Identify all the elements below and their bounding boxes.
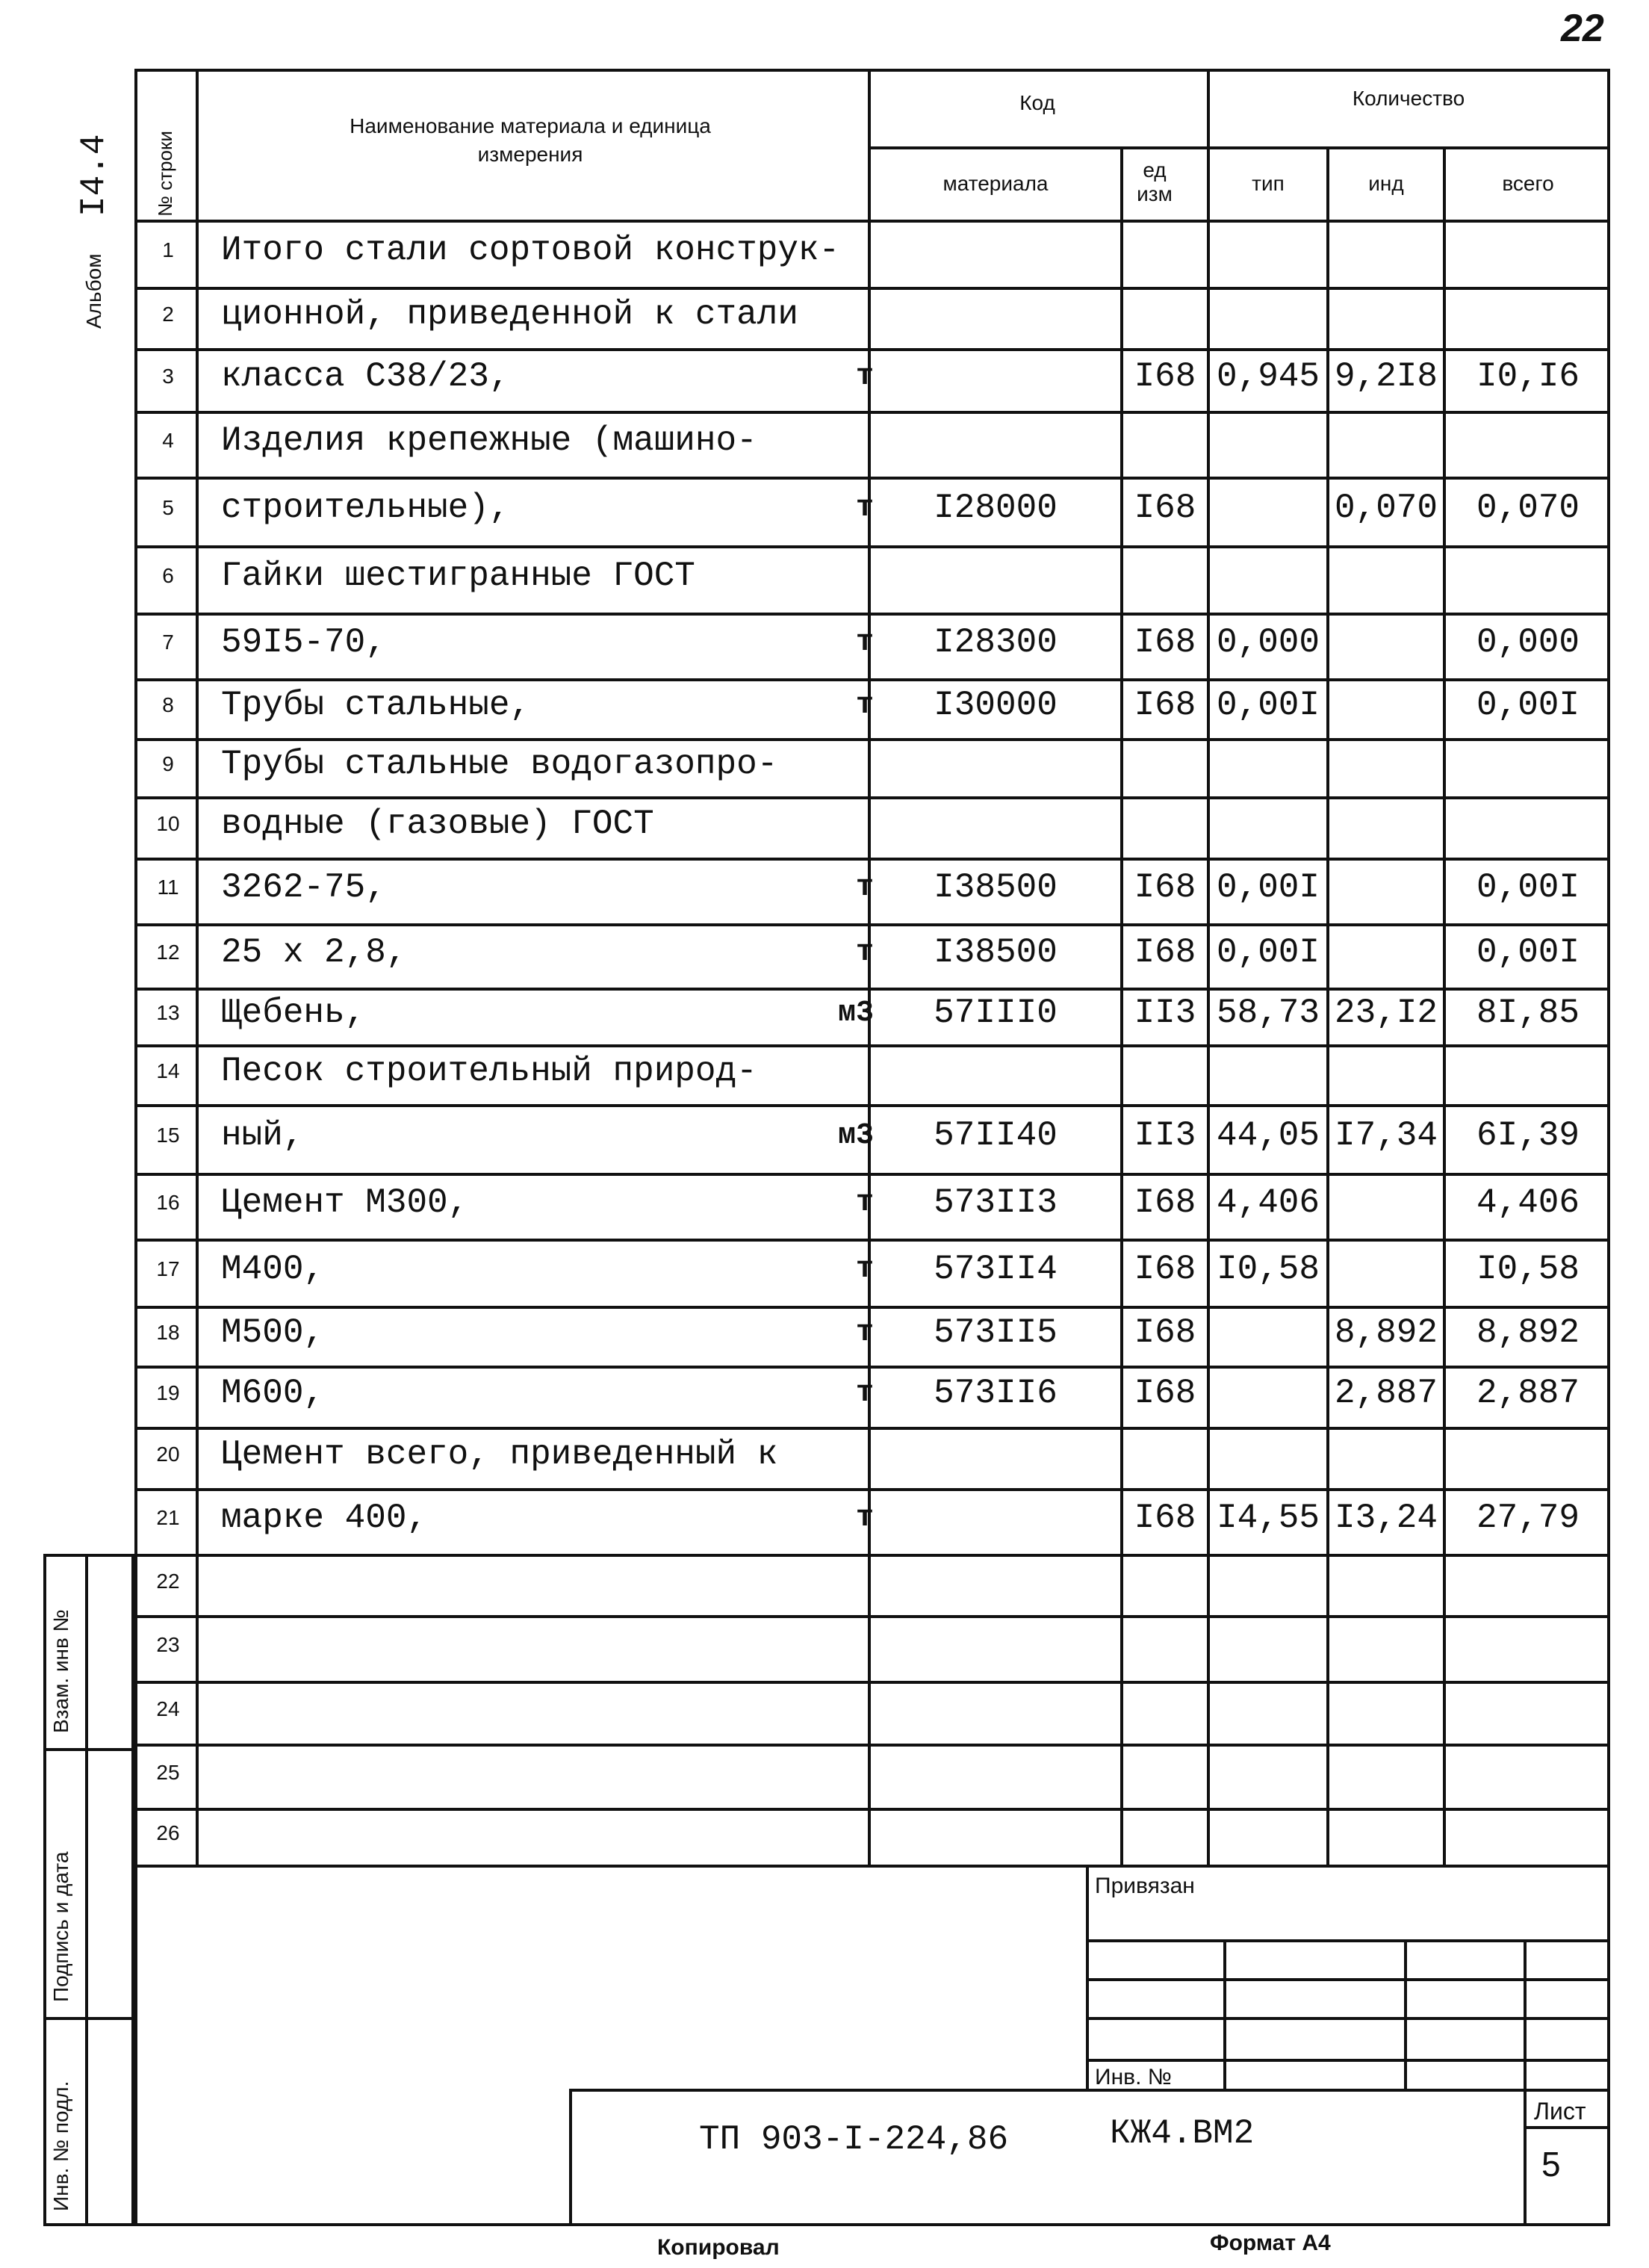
row-name: строительные), <box>221 489 510 527</box>
stamp-vline-3 <box>1524 1939 1527 2226</box>
row-tip: 0,00I <box>1216 933 1320 972</box>
row-all: 2,887 <box>1476 1374 1580 1413</box>
row-all: 0,00I <box>1476 933 1580 972</box>
row-number: 12 <box>156 941 180 964</box>
row-name: Песок строительный природ- <box>221 1052 757 1091</box>
row-line-22 <box>137 1615 1610 1618</box>
row-number: 22 <box>156 1570 180 1593</box>
stamp-title-top <box>569 2089 1610 2092</box>
row-ed: I68 <box>1134 1374 1196 1413</box>
row-line-15 <box>137 1173 1610 1176</box>
stamp-list-label: Лист <box>1534 2098 1586 2125</box>
footer-format: Формат А4 <box>1210 2231 1331 2255</box>
row-name: 59I5-70, <box>221 623 386 662</box>
row-name: Цемент М300, <box>221 1183 469 1222</box>
row-code: I38500 <box>934 868 1058 907</box>
row-line-24 <box>137 1744 1610 1747</box>
row-tip: 0,00I <box>1216 868 1320 907</box>
row-number: 16 <box>156 1191 180 1214</box>
stamp-privyazan: Привязан <box>1095 1874 1195 1898</box>
row-unit: т <box>855 1316 874 1350</box>
row-tip: 0,945 <box>1216 357 1320 396</box>
header-kod: Код <box>1019 91 1055 114</box>
row-tip: 0,00I <box>1216 686 1320 725</box>
row-ed: I68 <box>1134 1183 1196 1222</box>
row-name: марке 400, <box>221 1499 428 1537</box>
row-line-14 <box>137 1104 1610 1107</box>
row-ed: I68 <box>1134 357 1196 396</box>
album-label <box>82 254 106 329</box>
row-all: 0,00I <box>1476 686 1580 725</box>
row-ind: 2,887 <box>1334 1374 1438 1413</box>
row-tip: 58,73 <box>1216 994 1320 1032</box>
header-kod-unit: ед изм <box>1137 158 1173 205</box>
row-name: 3262-75, <box>221 868 386 907</box>
row-ed: I68 <box>1134 933 1196 972</box>
row-code: I28300 <box>934 623 1058 662</box>
row-number: 2 <box>162 303 174 326</box>
row-name: водные (газовые) ГОСТ <box>221 805 654 843</box>
row-line-1 <box>137 287 1610 290</box>
row-ed: I68 <box>1134 868 1196 907</box>
row-name: Изделия крепежные (машино- <box>221 421 757 460</box>
row-line-7 <box>137 678 1610 681</box>
row-code: 57III0 <box>934 994 1058 1032</box>
row-line-18 <box>137 1366 1610 1369</box>
row-number: 10 <box>156 812 180 835</box>
side-label-vzam: Взам. инв № <box>49 1609 72 1733</box>
row-code: 573II5 <box>934 1313 1058 1352</box>
row-code: 57II40 <box>934 1116 1058 1155</box>
row-ind: I7,34 <box>1334 1116 1438 1155</box>
side-margin-divider <box>85 1554 88 2226</box>
row-tip: 0,000 <box>1216 623 1320 662</box>
row-code: I30000 <box>934 686 1058 725</box>
album-label-text: Альбом <box>82 253 105 329</box>
row-tip: I4,55 <box>1216 1499 1320 1537</box>
row-all: 0,070 <box>1476 489 1580 527</box>
header-kod-material: материала <box>942 172 1049 195</box>
row-line-23 <box>137 1681 1610 1684</box>
row-ed: I68 <box>1134 623 1196 662</box>
row-line-13 <box>137 1044 1610 1047</box>
row-unit: т <box>855 936 874 970</box>
row-number: 24 <box>156 1697 180 1720</box>
row-line-4 <box>137 477 1610 480</box>
stamp-mark: КЖ4.ВМ2 <box>1110 2114 1255 2153</box>
row-name: ный, <box>221 1116 304 1155</box>
row-ed: II3 <box>1134 994 1196 1032</box>
row-line-3 <box>137 411 1610 414</box>
row-ind: 8,892 <box>1334 1313 1438 1352</box>
row-number: 26 <box>156 1821 180 1844</box>
row-line-20 <box>137 1488 1610 1491</box>
row-all: 6I,39 <box>1476 1116 1580 1155</box>
row-unit: м3 <box>837 997 874 1030</box>
row-all: 8,892 <box>1476 1313 1580 1352</box>
row-name: Трубы стальные, <box>221 686 531 725</box>
row-ed: I68 <box>1134 1499 1196 1537</box>
row-unit: м3 <box>837 1119 874 1153</box>
row-code: 573II3 <box>934 1183 1058 1222</box>
row-code: 573II6 <box>934 1374 1058 1413</box>
side-label-podpis: Подпись и дата <box>49 1851 72 2002</box>
header-kolichestvo: Количество <box>1352 87 1465 110</box>
row-line-11 <box>137 923 1610 926</box>
side-label-inv-podl: Инв. № подл. <box>49 2080 72 2211</box>
row-number: 17 <box>156 1257 180 1280</box>
row-line-16 <box>137 1239 1610 1242</box>
row-unit: т <box>855 1502 874 1535</box>
header-vsego: всего <box>1502 172 1554 195</box>
row-line-2 <box>137 348 1610 351</box>
row-number: 15 <box>156 1124 180 1147</box>
header-row-no: № строки <box>154 131 176 217</box>
stamp-vline-2 <box>1404 1939 1407 2089</box>
row-ed: I68 <box>1134 1313 1196 1352</box>
row-ed: II3 <box>1134 1116 1196 1155</box>
row-name: Трубы стальные водогазопро- <box>221 745 778 784</box>
row-number: 14 <box>156 1059 180 1082</box>
row-ind: 0,070 <box>1334 489 1438 527</box>
stamp-vline-1 <box>1223 1939 1226 2089</box>
row-tip: 44,05 <box>1216 1116 1320 1155</box>
row-unit: т <box>855 1253 874 1286</box>
row-all: 0,000 <box>1476 623 1580 662</box>
stamp-line-2 <box>1086 1978 1610 1981</box>
row-all: 4,406 <box>1476 1183 1580 1222</box>
row-ed: I68 <box>1134 489 1196 527</box>
row-line-9 <box>137 796 1610 799</box>
row-name: М500, <box>221 1313 325 1352</box>
row-number: 21 <box>156 1506 180 1529</box>
row-line-6 <box>137 613 1610 616</box>
row-ind: 23,I2 <box>1334 994 1438 1032</box>
row-number: 25 <box>156 1761 180 1784</box>
row-line-26 <box>137 1865 1610 1868</box>
row-line-17 <box>137 1306 1610 1309</box>
header-ind: инд <box>1368 172 1404 195</box>
row-number: 11 <box>157 876 179 899</box>
header-bottom-line <box>134 220 1610 223</box>
row-number: 20 <box>156 1443 180 1466</box>
page-number: 22 <box>1561 7 1604 50</box>
stamp-list-line <box>1524 2126 1610 2129</box>
row-number: 18 <box>156 1321 180 1344</box>
row-name: ционной, приведенной к стали <box>221 295 798 334</box>
stamp-doc-code: ТП 903-I-224,86 <box>699 2120 1009 2159</box>
stamp-list-value: 5 <box>1541 2145 1561 2184</box>
row-unit: т <box>855 360 874 394</box>
row-ind: I3,24 <box>1334 1499 1438 1537</box>
row-all: I0,58 <box>1476 1250 1580 1289</box>
header-tip: тип <box>1252 172 1285 195</box>
row-name: Гайки шестигранные ГОСТ <box>221 557 695 595</box>
footer-copied: Копировал <box>657 2235 780 2260</box>
row-all: 27,79 <box>1476 1499 1580 1537</box>
stamp-line-1 <box>1086 1939 1610 1942</box>
header-name: Наименование материала и единица измерения <box>350 114 711 166</box>
row-unit: т <box>855 1377 874 1410</box>
row-all: 8I,85 <box>1476 994 1580 1032</box>
side-margin-sep-1 <box>43 1748 134 1751</box>
stamp-left-line <box>1086 1865 1089 2089</box>
row-unit: т <box>855 1186 874 1220</box>
row-name: класса С38/23, <box>221 357 510 396</box>
side-margin-sep-2 <box>43 2017 134 2020</box>
row-code: 573II4 <box>934 1250 1058 1289</box>
stamp-title-left <box>569 2089 572 2226</box>
row-number: 3 <box>162 365 174 388</box>
row-line-5 <box>137 545 1610 548</box>
album-value <box>75 134 114 217</box>
row-ind: 9,2I8 <box>1334 357 1438 396</box>
row-number: 23 <box>156 1633 180 1656</box>
row-name: 25 х 2,8, <box>221 933 407 972</box>
row-name: М400, <box>221 1250 325 1289</box>
row-line-12 <box>137 988 1610 991</box>
row-code: I38500 <box>934 933 1058 972</box>
row-number: 13 <box>156 1001 180 1024</box>
row-name: М600, <box>221 1374 325 1413</box>
row-ed: I68 <box>1134 1250 1196 1289</box>
row-unit: т <box>855 689 874 722</box>
row-all: 0,00I <box>1476 868 1580 907</box>
stamp-line-3 <box>1086 2017 1610 2020</box>
row-number: 6 <box>162 564 174 587</box>
row-tip: I0,58 <box>1216 1250 1320 1289</box>
row-name: Итого стали сортовой конструк- <box>221 231 840 270</box>
stamp-inv-no: Инв. № <box>1095 2065 1172 2089</box>
row-ed: I68 <box>1134 686 1196 725</box>
row-name: Щебень, <box>221 994 366 1032</box>
row-number: 4 <box>162 429 174 452</box>
col-line-no <box>196 69 199 1866</box>
row-number: 8 <box>162 693 174 716</box>
header-subline <box>868 146 1610 149</box>
row-line-8 <box>137 738 1610 741</box>
row-number: 19 <box>156 1381 180 1404</box>
stamp-line-4 <box>1086 2059 1610 2062</box>
row-unit: т <box>855 626 874 660</box>
row-name: Цемент всего, приведенный к <box>221 1435 778 1474</box>
row-unit: т <box>855 492 874 525</box>
row-number: 5 <box>162 496 174 519</box>
row-line-25 <box>137 1808 1610 1811</box>
row-line-10 <box>137 858 1610 861</box>
row-tip: 4,406 <box>1216 1183 1320 1222</box>
album-value-text: I4.4 <box>75 134 114 217</box>
row-all: I0,I6 <box>1476 357 1580 396</box>
row-number: 1 <box>162 238 174 261</box>
row-code: I28000 <box>934 489 1058 527</box>
row-number: 9 <box>162 752 174 775</box>
row-number: 7 <box>162 630 174 654</box>
row-line-19 <box>137 1427 1610 1430</box>
row-unit: т <box>855 871 874 905</box>
row-line-21 <box>137 1554 1610 1557</box>
